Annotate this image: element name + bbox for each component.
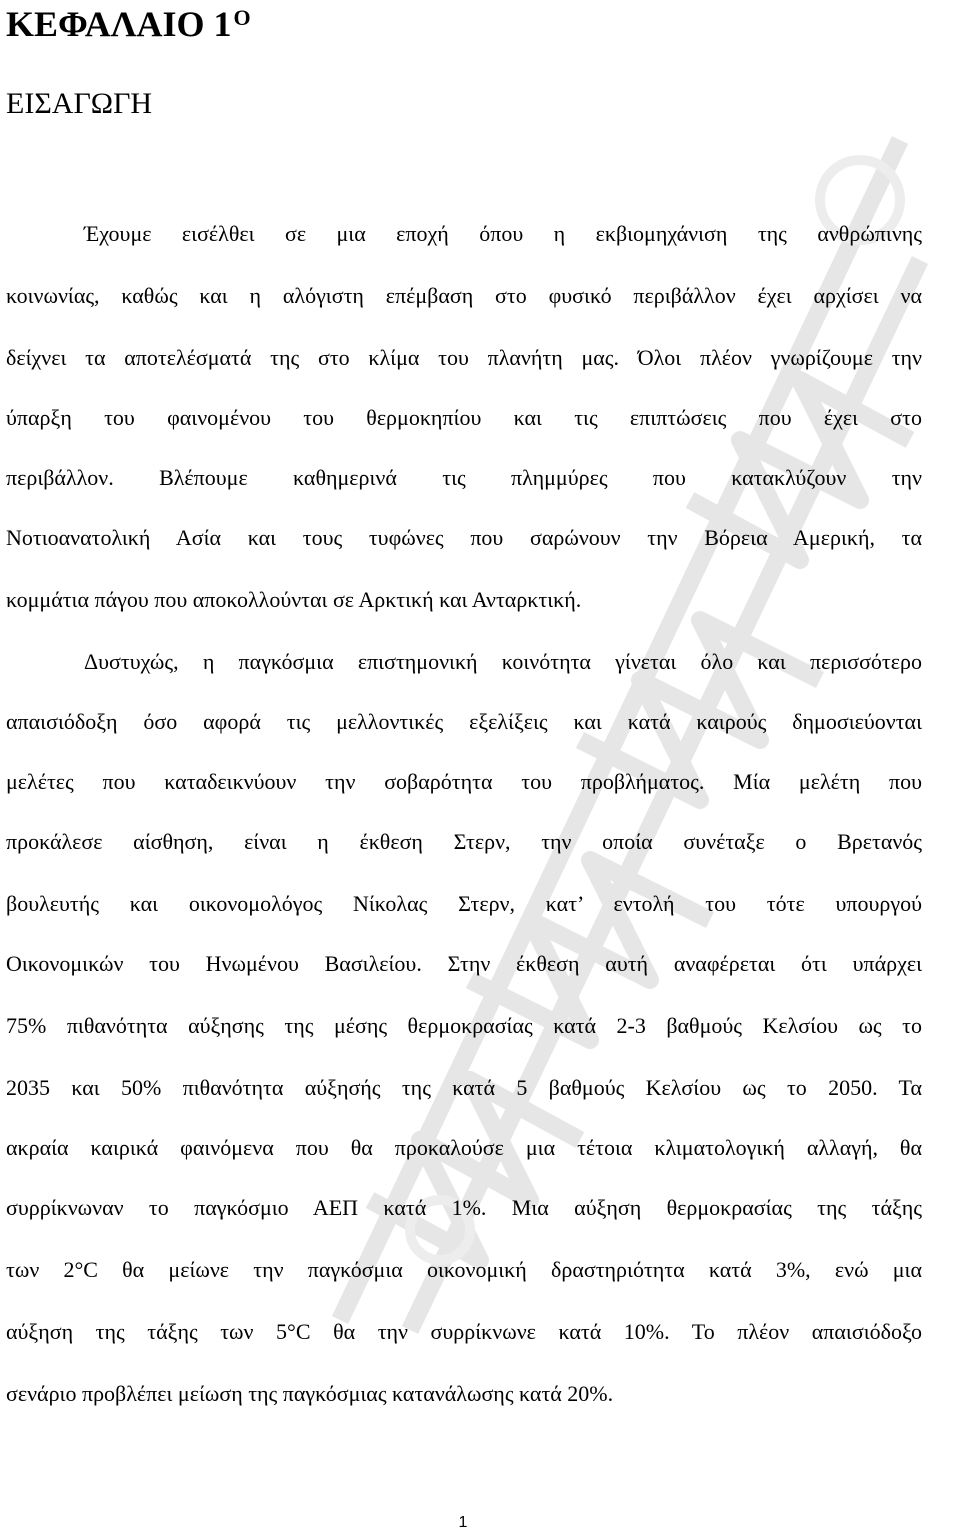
body-line: απαισιόδοξη όσο αφορά τις μελλοντικές εξελίξεις και κατά καιρούς δημοσιεύονται	[6, 709, 922, 734]
body-line: ακραία καιρικά φαινόμενα που θα προκαλούσε μια τέτοια κλιματολογική αλλαγή, θα	[6, 1135, 922, 1160]
body-line: δείχνει τα αποτελέσματά της στο κλίμα του πλανήτη μας. Όλοι πλέον γνωρίζουμε την	[6, 345, 922, 370]
page-number: 1	[458, 1514, 468, 1531]
body-line: Οικονομικών του Ηνωμένου Βασιλείου. Στην έκθεση αυτή αναφέρεται ότι υπάρχει	[6, 951, 922, 976]
body-line: βουλευτής και οικονομολόγος Νίκολας Στερν, κατ’ εντολή του τότε υπουργού	[6, 891, 922, 916]
body-line: Νοτιοανατολική Ασία και τους τυφώνες που σαρώνουν την Βόρεια Αμερική, τα	[6, 525, 922, 550]
body-line: Έχουμε εισέλθει σε μια εποχή όπου η εκβιομηχάνιση της ανθρώπινης	[84, 221, 922, 246]
body-line: μελέτες που καταδεικνύουν την σοβαρότητα του προβλήματος. Μία μελέτη που	[6, 769, 922, 794]
body-line: 75% πιθανότητα αύξησης της μέσης θερμοκρασίας κατά 2-3 βαθμούς Κελσίου ως το	[6, 1013, 922, 1038]
body-line: συρρίκνωναν το παγκόσμιο ΑΕΠ κατά 1%. Μια αύξηση θερμοκρασίας της τάξης	[6, 1195, 922, 1220]
chapter-title: ΚΕΦΑΛΑΙΟ 1	[6, 4, 232, 44]
body-line: των 2°C θα μείωνε την παγκόσμια οικονομική δραστηριότητα κατά 3%, ενώ μια	[6, 1257, 922, 1282]
body-line: Δυστυχώς, η παγκόσμια επιστημονική κοινότητα γίνεται όλο και περισσότερο	[84, 649, 922, 674]
body-line: κοινωνίας, καθώς και η αλόγιστη επέμβαση στο φυσικό περιβάλλον έχει αρχίσει να	[6, 283, 922, 308]
body-line: 2035 και 50% πιθανότητα αύξησής της κατά 5 βαθμούς Κελσίου ως το 2050. Τα	[6, 1075, 922, 1100]
section-heading: ΕΙΣΑΓΩΓΗ	[6, 87, 153, 120]
body-line: προκάλεσε αίσθηση, είναι η έκθεση Στερν, την οποία συνέταξε ο Βρετανός	[6, 829, 922, 854]
body-line: σενάριο προβλέπει μείωση της παγκόσμιας κατανάλωσης κατά 20%.	[6, 1381, 614, 1406]
body-line: περιβάλλον. Βλέπουμε καθημερινά τις πλημμύρες που κατακλύζουν την	[6, 465, 922, 490]
body-line: κομμάτια πάγου που αποκολλούνται σε Αρκτική και Ανταρκτική.	[6, 587, 582, 612]
body-line: αύξηση της τάξης των 5°C θα την συρρίκνωνε κατά 10%. Το πλέον απαισιόδοξο	[6, 1319, 922, 1344]
body-line: ύπαρξη του φαινομένου του θερμοκηπίου και τις επιπτώσεις που έχει στο	[6, 405, 922, 430]
chapter-ordinal: Ο	[233, 5, 251, 30]
chapter-heading	[6, 0, 251, 48]
